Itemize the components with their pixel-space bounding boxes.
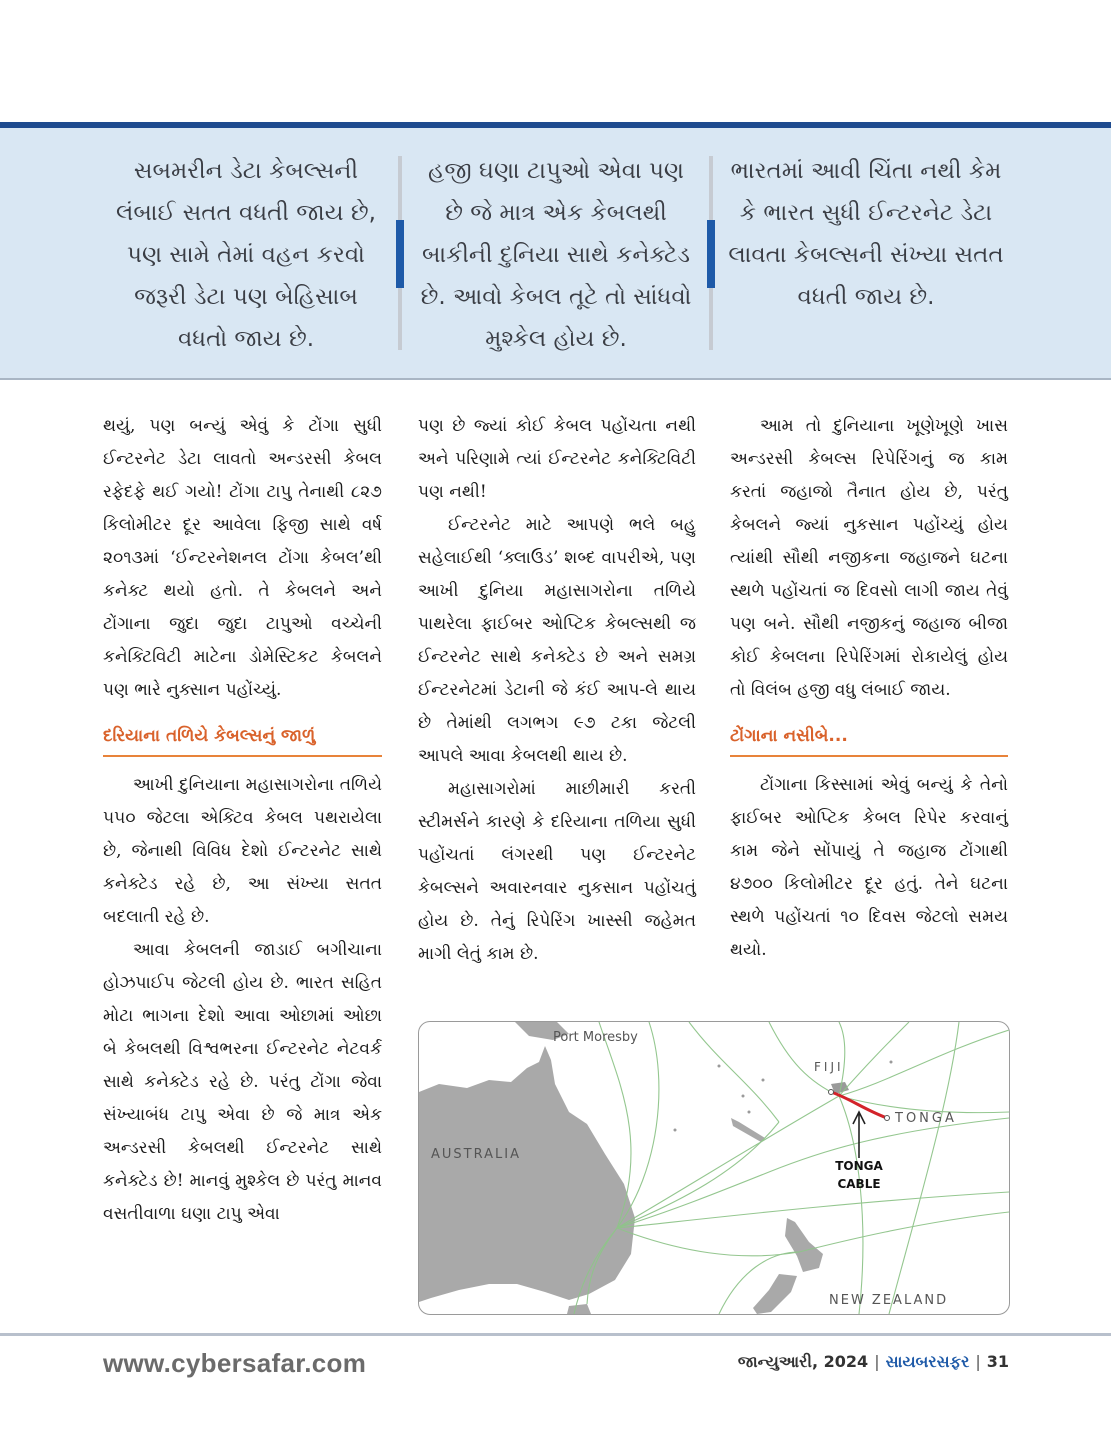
australia-landmass: [419, 1046, 635, 1302]
undersea-cables: [574, 1022, 1009, 1314]
pull-quote-1: સબમરીન ડેટા કેબલ્સની લંબાઈ સતત વધતી જાય છે, પણ સામે તેમાં વહન કરવો જરૂરી ડેટા પણ બેહિસાબ વધતો જાય છે.: [116, 158, 376, 352]
page-number: 31: [986, 1352, 1009, 1371]
quote-divider-1: [398, 156, 402, 350]
paragraph: ટોંગાના કિસ્સામાં એવું બન્યું કે તેનો ફાઈબર ઓપ્ટિક કેબલ રિપેર કરવાનું કામ જેને સોંપાયું તે જહાજ ટોંગાથી ૪૭૦૦ કિલોમીટર દૂર હતું. તેને ઘટના સ્થળે પહોંચતાં ૧૦ દિવસ જેટલો સમય થયો.: [730, 775, 1008, 960]
section-heading-cable-web: દરિયાના તળિયે કેબલ્સનું જાળું: [103, 721, 382, 757]
new-zealand-north-landmass: [785, 1218, 823, 1272]
footer-date: જાન્યુઆરી, 2024: [737, 1352, 869, 1371]
quote-divider-accent: [396, 220, 404, 288]
fiji-landing-point: [829, 1090, 834, 1095]
footer-separator: |: [874, 1352, 880, 1371]
pull-quote-band: [0, 128, 1111, 380]
label-tonga: TONGA: [895, 1111, 957, 1126]
pull-quote-2: હજી ઘણા ટાપુઓ એવા પણ છે જે માત્ર એક કેબલથી બાકીની દુનિયા સાથે કનેક્ટેડ છે. આવો કેબલ તૂટે તો સાંધવો મુશ્કેલ હોય છે.: [420, 158, 692, 352]
section-heading-tonga-luck: ટોંગાના નસીબે...: [730, 721, 1008, 757]
paragraph: આમ તો દુનિયાના ખૂણેખૂણે ખાસ અન્ડરસી કેબલ્સ રિપેરિંગનું જ કામ કરતાં જહાજો તૈનાત હોય છે, પરંતુ કેબલને જ્યાં નુકસાન પહોંચ્યું હોય ત્યાંથી સૌથી નજીકના જહાજને ઘટના સ્થળે પહોંચતાં જ દિવસો લાગી જાય તેવું પણ બને. સૌથી નજીકનું જહાજ બીજા કોઈ કેબલના રિપેરિંગમાં રોકાયેલું હોય તો વિલંબ હજી વધુ લંબાઈ જાય.: [730, 416, 1008, 700]
footer-issue-info: [738, 1352, 1009, 1372]
footer-brand: સાયબરસફર: [885, 1352, 970, 1371]
footer-separator: |: [975, 1352, 981, 1371]
quote-divider-accent: [707, 220, 715, 288]
label-port-moresby: Port Moresby: [553, 1030, 638, 1045]
label-tonga-cable-line1: TONGA: [835, 1159, 883, 1173]
quote-divider-2: [709, 156, 713, 350]
new-zealand-south-landmass: [753, 1274, 797, 1314]
footer-rule: [0, 1333, 1111, 1336]
pull-quote-3: ભારતમાં આવી ચિંતા નથી કેમ કે ભારત સુધી ઈન્ટરનેટ ડેટા લાવતા કેબલ્સની સંખ્યા સતત વધતી જાય છે.: [728, 158, 1004, 310]
article-column-3: [730, 410, 1008, 967]
paragraph: થયું, પણ બન્યું એવું કે ટોંગા સુધી ઈન્ટરનેટ ડેટા લાવતો અન્ડરસી કેબલ રફેદફે થઈ ગયો! ટોંગા ટાપુ તેનાથી ૮૨૭ કિલોમીટર દૂર આવેલા ફિજી સાથે વર્ષ ૨૦૧૩માં ‘ઈન્ટરનેશનલ ટોંગા કેબલ’થી કનેક્ટ થયો હતો. તે કેબલને અને ટોંગાના જુદા જુદા ટાપુઓ વચ્ચેની કનેક્ટિવિટી માટેના ડોમેસ્ટિકટ કેબલને પણ ભારે નુક્સાન પહોંચ્યું.: [103, 416, 382, 700]
tasmania-landmass: [567, 1304, 591, 1314]
label-australia: AUSTRALIA: [431, 1147, 521, 1162]
tonga-landing-point: [885, 1116, 890, 1121]
paragraph: ઈન્ટરનેટ માટે આપણે ભલે બહુ સહેલાઈથી ‘ક્લાઉડ’ શબ્દ વાપરીએ, પણ આખી દુનિયા મહાસાગરોના તળિયે પાથરેલા ફાઈબર ઓપ્ટિક કેબલ્સથી જ ઈન્ટરનેટ સાથે કનેક્ટેડ છે અને સમગ્ર ઈન્ટરનેટમાં ડેટાની જે કંઈ આપ-લે થાય છે તેમાંથી લગભગ ૯૭ ટકા જેટલી આપલે આવા કેબલથી થાય છે.: [418, 515, 696, 766]
label-fiji: FIJI: [814, 1060, 844, 1074]
paragraph: મહાસાગરોમાં માછીમારી કરતી સ્ટીમર્સને કારણે કે દરિયાના તળિયા સુધી પહોંચતાં લંગરથી પણ ઈન્ટરનેટ કેબલ્સને અવારનવાર નુકસાન પહોંચતું હોય છે. તેનું રિપેરિંગ ખાસ્સી જહેમત માગી લેતું કામ છે.: [418, 779, 696, 964]
label-tonga-cable: [831, 1157, 887, 1193]
map-graphic: [419, 1022, 1009, 1314]
article-column-1: [103, 410, 382, 1231]
new-caledonia-landmass: [731, 1118, 765, 1142]
label-tonga-cable-line2: CABLE: [837, 1177, 881, 1191]
paragraph: આખી દુનિયાના મહાસાગરોના તળિયે ૫૫૦ જેટલા એક્ટિવ કેબલ પથરાયેલા છે, જેનાથી વિવિધ દેશો ઈન્ટરનેટ સાથે કનેક્ટેડ રહે છે, આ સંખ્યા સતત બદલાતી રહે છે.: [103, 775, 382, 927]
paragraph: પણ છે જ્યાં કોઈ કેબલ પહોંચતા નથી અને પરિણામે ત્યાં ઈન્ટરનેટ કનેક્ટિવિટી પણ નથી!: [418, 416, 696, 502]
article-column-2: [418, 410, 696, 971]
undersea-cable-map: [418, 1021, 1010, 1315]
paragraph: આવા કેબલની જાડાઈ બગીચાના હોઝપાઈપ જેટલી હોય છે. ભારત સહિત મોટા ભાગના દેશો આવા ઓછામાં ઓછા બે કેબલથી વિશ્વભરના ઈન્ટરનેટ નેટવર્ક સાથે કનેક્ટેડ રહે છે. પરંતુ ટોંગા જેવા સંખ્યાબંધ ટાપુ એવા છે જે માત્ર એક અન્ડરસી કેબલથી ઈન્ટરનેટ સાથે કનેક્ટેડ છે! માનવું મુશ્કેલ છે પરંતુ માનવ વસતીવાળા ઘણા ટાપુ એવા: [103, 940, 382, 1224]
footer-website-url: www.cybersafar.com: [103, 1348, 367, 1378]
label-new-zealand: NEW ZEALAND: [829, 1293, 949, 1308]
